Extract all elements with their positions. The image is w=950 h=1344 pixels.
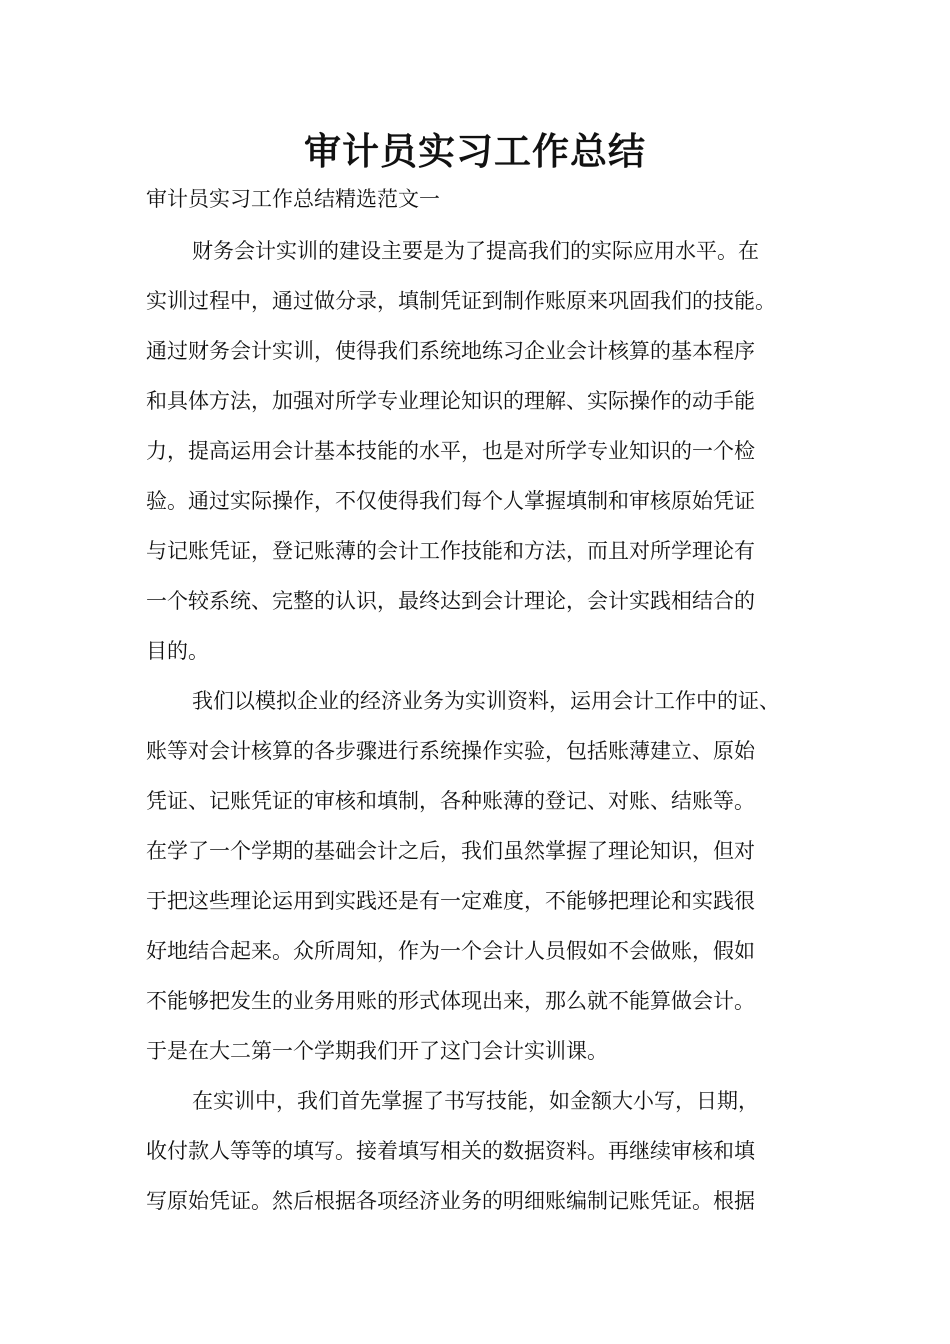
paragraph-line: 凭证、记账凭证的审核和填制，各种账薄的登记、对账、结账等。 bbox=[146, 789, 755, 813]
paragraph-line: 财务会计实训的建设主要是为了提高我们的实际应用水平。在 bbox=[192, 239, 759, 263]
paragraph-line: 一个较系统、完整的认识，最终达到会计理论，会计实践相结合的 bbox=[146, 589, 755, 613]
paragraph-line: 写原始凭证。然后根据各项经济业务的明细账编制记账凭证。根据 bbox=[146, 1189, 755, 1213]
paragraph-line: 收付款人等等的填写。接着填写相关的数据资料。再继续审核和填 bbox=[146, 1139, 755, 1163]
paragraph-line: 在实训中，我们首先掌握了书写技能，如金额大小写，日期， bbox=[192, 1089, 759, 1113]
paragraph-line: 实训过程中，通过做分录，填制凭证到制作账原来巩固我们的技能。 bbox=[146, 289, 776, 313]
paragraph-line: 目的。 bbox=[146, 639, 209, 663]
paragraph-line: 与记账凭证，登记账薄的会计工作技能和方法，而且对所学理论有 bbox=[146, 539, 755, 563]
paragraph-line: 在学了一个学期的基础会计之后，我们虽然掌握了理论知识，但对 bbox=[146, 839, 755, 863]
paragraph-line: 不能够把发生的业务用账的形式体现出来，那么就不能算做会计。 bbox=[146, 989, 755, 1013]
paragraph-line: 账等对会计核算的各步骤进行系统操作实验，包括账薄建立、原始 bbox=[146, 739, 755, 763]
paragraph-line: 好地结合起来。众所周知，作为一个会计人员假如不会做账，假如 bbox=[146, 939, 755, 963]
paragraph-line: 我们以模拟企业的经济业务为实训资料，运用会计工作中的证、 bbox=[192, 689, 780, 713]
paragraph-line: 力，提高运用会计基本技能的水平，也是对所学专业知识的一个检 bbox=[146, 439, 755, 463]
document-title: 审计员实习工作总结 bbox=[304, 130, 646, 173]
document-subtitle: 审计员实习工作总结精选范文一 bbox=[146, 187, 440, 211]
paragraph-line: 于是在大二第一个学期我们开了这门会计实训课。 bbox=[146, 1039, 608, 1063]
paragraph-line: 和具体方法，加强对所学专业理论知识的理解、实际操作的动手能 bbox=[146, 389, 755, 413]
paragraph-line: 通过财务会计实训，使得我们系统地练习企业会计核算的基本程序 bbox=[146, 339, 755, 363]
paragraph-line: 验。通过实际操作，不仅使得我们每个人掌握填制和审核原始凭证 bbox=[146, 489, 755, 513]
paragraph-line: 于把这些理论运用到实践还是有一定难度，不能够把理论和实践很 bbox=[146, 889, 755, 913]
